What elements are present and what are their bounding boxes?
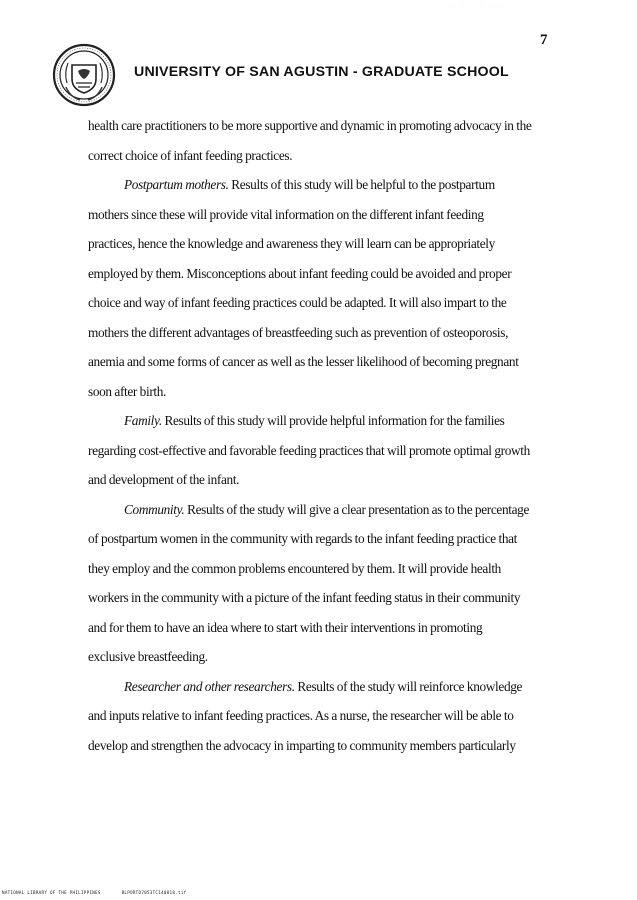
scan-artifact: · · · · · · bbox=[452, 4, 505, 10]
library-name: NATIONAL LIBRARY OF THE PHILIPPINES bbox=[2, 890, 101, 895]
text-line bbox=[88, 347, 553, 377]
text-line bbox=[88, 141, 553, 171]
text-line bbox=[88, 377, 553, 407]
line-text: and for them to have an idea where to start with their interventions in promoting bbox=[88, 619, 483, 635]
line-text: Results of the study will give a clear presentation as to the percentage bbox=[184, 501, 529, 517]
line-text: Results of this study will provide helpful information for the families bbox=[161, 413, 505, 428]
line-text: workers in the community with a picture of the infant feeding status in their community bbox=[88, 590, 521, 605]
line-text: of postpartum women in the community with regards to the infant feeding practice that bbox=[88, 531, 518, 546]
text-line bbox=[88, 583, 553, 613]
line-text: choice and way of infant feeding practices could be adapted. It will also impart to the bbox=[88, 295, 507, 310]
text-line bbox=[88, 524, 553, 554]
file-id: BLPORTD7053TC140818.tif bbox=[121, 890, 187, 895]
line-text: develop and strengthen the advocacy in imparting to community members particularly bbox=[88, 737, 516, 753]
body-text bbox=[88, 111, 553, 760]
line-text: mothers the different advantages of breastfeeding such as prevention of osteoporosis, bbox=[88, 324, 509, 340]
text-line bbox=[88, 200, 553, 230]
line-text: anemia and some forms of cancer as well as the lesser likelihood of becoming pregnant bbox=[88, 354, 519, 369]
section-heading: Researcher and other researchers. bbox=[124, 678, 295, 694]
line-text: mothers since these will provide vital information on the different infant feeding bbox=[88, 206, 484, 222]
text-line bbox=[88, 731, 553, 761]
line-text: employed by them. Misconceptions about infant feeding could be avoided and proper bbox=[88, 265, 512, 281]
footer-stamp bbox=[2, 890, 204, 895]
line-text: health care practitioners to be more supportive and dynamic in promoting advocacy in the bbox=[88, 118, 532, 133]
text-line bbox=[88, 642, 553, 672]
text-line bbox=[88, 111, 553, 141]
institution-header: UNIVERSITY OF SAN AGUSTIN - GRADUATE SCHOOL bbox=[134, 64, 509, 80]
text-line bbox=[88, 318, 553, 348]
text-line bbox=[88, 259, 553, 289]
paragraph-first-line bbox=[88, 170, 553, 200]
line-text: practices, hence the knowledge and awareness they will learn can be appropriately bbox=[88, 236, 495, 251]
university-seal-icon bbox=[52, 43, 116, 107]
text-line bbox=[88, 288, 553, 318]
line-text: exclusive breastfeeding. bbox=[88, 649, 208, 664]
page-number: 7 bbox=[540, 32, 548, 48]
section-heading: Postpartum mothers. bbox=[124, 177, 229, 192]
text-line bbox=[88, 436, 553, 466]
line-text: regarding cost-effective and favorable feeding practices that will promote optimal growth bbox=[88, 442, 530, 458]
text-line bbox=[88, 701, 553, 731]
line-text: Results of the study will reinforce knowledge bbox=[294, 678, 523, 694]
paragraph-first-line bbox=[88, 406, 553, 436]
line-text: and development of the infant. bbox=[88, 472, 240, 487]
line-text: Results of this study will be helpful to the postpartum bbox=[228, 177, 495, 192]
text-line bbox=[88, 554, 553, 584]
line-text: they employ and the common problems encountered by them. It will provide health bbox=[88, 560, 501, 576]
text-line bbox=[88, 229, 553, 259]
section-heading: Family. bbox=[124, 413, 162, 428]
line-text: soon after birth. bbox=[88, 383, 167, 399]
paragraph-first-line bbox=[88, 495, 553, 525]
paragraph-first-line bbox=[88, 672, 553, 702]
text-line bbox=[88, 465, 553, 495]
line-text: correct choice of infant feeding practices. bbox=[88, 147, 293, 163]
section-heading: Community. bbox=[124, 501, 185, 517]
text-line bbox=[88, 613, 553, 643]
line-text: and inputs relative to infant feeding practices. As a nurse, the researcher will be able to bbox=[88, 708, 514, 723]
